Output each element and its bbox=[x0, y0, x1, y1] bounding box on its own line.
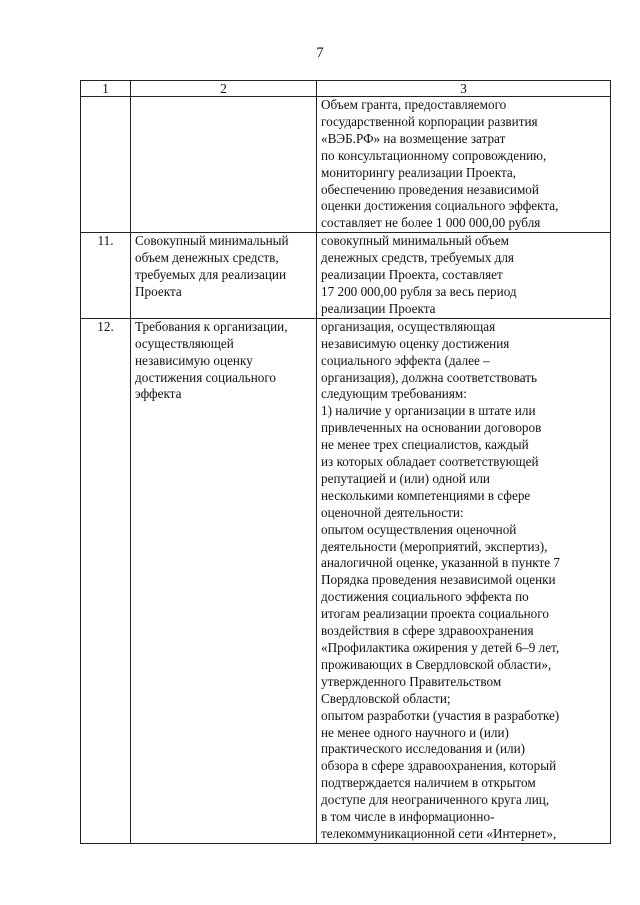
text-line: 1) наличие у организации в штате или bbox=[321, 403, 536, 419]
row-name bbox=[131, 97, 317, 233]
column-header-2: 2 bbox=[131, 81, 317, 97]
text-line: достижения социального эффекта по bbox=[321, 589, 529, 605]
text-line: независимую оценку bbox=[135, 352, 253, 368]
text-line: из которых обладает соответствующей bbox=[321, 454, 539, 470]
text-line: Свердловской области; bbox=[321, 690, 451, 706]
text-line: независимую оценку достижения bbox=[321, 335, 510, 351]
table-row bbox=[81, 97, 611, 233]
text-line: достижения социального bbox=[135, 369, 277, 385]
text-line: телекоммуникационной сети «Интернет», bbox=[321, 825, 557, 841]
text-line: реализации Проекта, составляет bbox=[321, 267, 503, 283]
column-header-3: 3 bbox=[317, 81, 611, 97]
text-line: оценочной деятельности: bbox=[321, 504, 464, 520]
text-line: не менее одного научного и (или) bbox=[321, 724, 509, 740]
table-row bbox=[81, 233, 611, 319]
text-line: эффекта bbox=[135, 386, 182, 402]
text-line: Порядка проведения независимой оценки bbox=[321, 572, 556, 588]
text-line: опытом осуществления оценочной bbox=[321, 521, 517, 537]
row-number: 11. bbox=[81, 233, 131, 319]
text-line: деятельности (мероприятий, экспертиз), bbox=[321, 538, 548, 554]
text-line: Объем гранта, предоставляемого bbox=[321, 97, 507, 112]
row-number: 12. bbox=[81, 318, 131, 843]
text-line: оценки достижения социального эффекта, bbox=[321, 198, 559, 214]
text-line: доступе для неограниченного круга лиц, bbox=[321, 792, 550, 808]
row-name bbox=[131, 233, 317, 319]
text-line: утвержденного Правительством bbox=[321, 673, 502, 689]
text-line: Требования к организации, bbox=[135, 318, 288, 334]
page-number: 7 bbox=[316, 45, 324, 61]
text-line: реализации Проекта bbox=[321, 300, 436, 316]
row-value bbox=[317, 318, 611, 843]
text-line: аналогичной оценке, указанной в пункте 7 bbox=[321, 555, 560, 571]
row-number bbox=[81, 97, 131, 233]
row-value bbox=[317, 233, 611, 319]
text-line: 17 200 000,00 рубля за весь период bbox=[321, 283, 517, 299]
text-line: итогам реализации проекта социального bbox=[321, 606, 549, 622]
text-line: обзора в сфере здравоохранения, который bbox=[321, 758, 557, 774]
text-line: проживающих в Свердловской области», bbox=[321, 656, 552, 672]
text-line: требуемых для реализации bbox=[135, 267, 287, 283]
text-line: в том числе в информационно- bbox=[321, 809, 495, 825]
text-line: привлеченных на основании договоров bbox=[321, 420, 542, 436]
text-line: составляет не более 1 000 000,00 рубля bbox=[321, 215, 541, 231]
text-line: репутацией и (или) одной или bbox=[321, 470, 490, 486]
row-value bbox=[317, 97, 611, 233]
table-row bbox=[81, 318, 611, 843]
text-line: не менее трех специалистов, каждый bbox=[321, 437, 529, 453]
text-line: объем денежных средств, bbox=[135, 250, 279, 266]
text-line: по консультационному сопровождению, bbox=[321, 147, 547, 163]
text-line: денежных средств, требуемых для bbox=[321, 250, 514, 266]
table-header-row bbox=[81, 81, 611, 97]
text-line: организация, осуществляющая bbox=[321, 318, 496, 334]
text-line: Совокупный минимальный bbox=[135, 233, 289, 249]
row-name bbox=[131, 318, 317, 843]
text-line: «ВЭБ.РФ» на возмещение затрат bbox=[321, 130, 506, 146]
text-line: совокупный минимальный объем bbox=[321, 233, 509, 249]
text-line: несколькими компетенциями в сфере bbox=[321, 487, 531, 503]
text-line: осуществляющей bbox=[135, 335, 234, 351]
column-header-1: 1 bbox=[81, 81, 131, 97]
text-line: организация), должна соответствовать bbox=[321, 369, 538, 385]
text-line: подтверждается наличием в открытом bbox=[321, 775, 536, 791]
text-line: государственной корпорации развития bbox=[321, 113, 538, 129]
text-line: практического исследования и (или) bbox=[321, 741, 526, 757]
text-line: Проекта bbox=[135, 283, 182, 299]
text-line: мониторингу реализации Проекта, bbox=[321, 164, 517, 180]
text-line: опытом разработки (участия в разработке) bbox=[321, 707, 560, 723]
text-line: воздействия в сфере здравоохранения bbox=[321, 623, 534, 639]
text-line: «Профилактика ожирения у детей 6–9 лет, bbox=[321, 640, 560, 655]
text-line: социального эффекта (далее – bbox=[321, 352, 490, 368]
requirements-table bbox=[80, 80, 611, 844]
text-line: обеспечению проведения независимой bbox=[321, 181, 539, 197]
text-line: следующим требованиям: bbox=[321, 386, 467, 402]
